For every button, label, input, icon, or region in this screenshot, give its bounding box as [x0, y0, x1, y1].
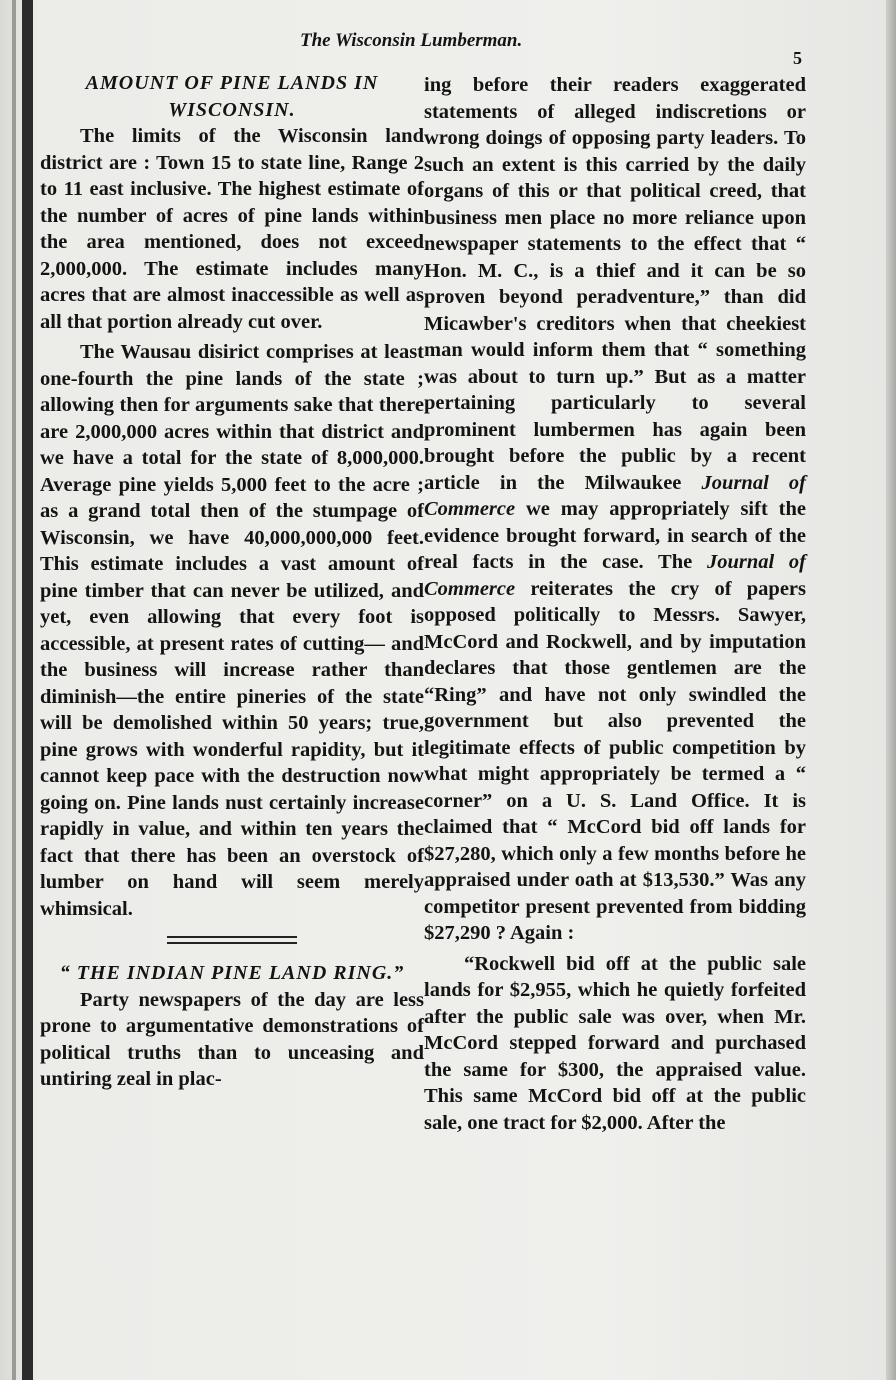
- article-title-pine-lands: AMOUNT OF PINE LANDS IN WISCONSIN.: [85, 72, 379, 121]
- page-edge-shadow: [12, 0, 16, 1380]
- journal-name: Journal of Commerce: [424, 551, 806, 600]
- page-number: 5: [793, 48, 802, 68]
- article-paragraph: Party newspapers of the day are less prone to argumentative demonstrations of political truths than to unceasing and untiring zeal in plac-: [40, 988, 424, 1090]
- article-title-indian-pine-land-ring: “ THE INDIAN PINE LAND RING.”: [59, 962, 405, 984]
- journal-name: Journal of Commerce: [424, 471, 806, 520]
- article-paragraph: “Rockwell bid off at the public sale lands for $2,955, which he quietly forfeited after the public sale was over, when Mr. McCord stepped forward and purchased the same for $300, the appraised value. This same McCord bid off at the public sale, one tract for $2,000. After the: [424, 952, 806, 1134]
- running-head: The Wisconsin Lumberman.: [300, 30, 523, 51]
- right-column: [424, 72, 806, 1136]
- page-edge-right: [886, 0, 896, 1380]
- section-divider: [167, 936, 297, 944]
- article-paragraph: The Wausau disirict comprises at least one-fourth the pine lands of the state ; allowing then for arguments sake that there are 2,000,000 acres within that district and we have a total for the state of 8,000,000. Average pine yields 5,000 feet to the acre ; as a grand total then of the stumpage of Wisconsin, we have 40,000,000,000 feet. This estimate includes a vast amount of pine timber that can never be utilized, and yet, even allowing that every foot is accessible, at present rates of cutting— and the business will increase rather than diminish—the entire pineries of the state will be demolished within 50 years; true, pine grows with wonderful rapidity, but it cannot keep pace with the destruction now going on. Pine lands nust certainly increase rapidly in value, and within ten years the fact that there has been an overstock of lumber on hand will seem merely whimsical.: [40, 341, 424, 920]
- paragraph-text: we may appropriately sift the evidence brought forward, in search of the real facts in the case. The: [424, 498, 806, 573]
- paragraph-text: ing before their readers exaggerated statements of alleged indiscretions or wrong doings of opposing party leaders. To such an extent is this carried by the daily organs of this or that political creed, that business men place no more reliance upon newspaper statements to the effect that “ Hon. M. C., is a thief and it can be so proven beyond peradventure,” than did Micawber's creditors when that cheekiest man would inform them that “ something was about to turn up.” But as a matter pertaining particularly to several prominent lumbermen has again been brought before the public by a recent article in the Milwaukee: [424, 74, 806, 494]
- article-paragraph-continued: [424, 72, 806, 947]
- paragraph-text: reiterates the cry of papers opposed politically to Messrs. Sawyer, McCord and Rockwell, and by imputation declares that those gentlemen are the “Ring” and have not only swindled the government but also prevented the legitimate effects of public competition by what might appropriately be termed a “ corner” on a U. S. Land Office. It is claimed that “ McCord bid off lands for $27,280, which only a few months before he appraised under oath at $13,530.” Was any competitor present prevented from bidding $27,290 ? Again :: [424, 577, 806, 944]
- left-column: [40, 70, 424, 1093]
- article-paragraph: The limits of the Wisconsin land district are : Town 15 to state line, Range 2 to 11 east inclusive. The highest estimate of the number of acres of pine lands within the area mentioned, does not exceed 2,000,000. The estimate includes many acres that are almost inaccessible as well as all that portion already cut over.: [40, 125, 424, 333]
- binding-edge: [22, 0, 33, 1380]
